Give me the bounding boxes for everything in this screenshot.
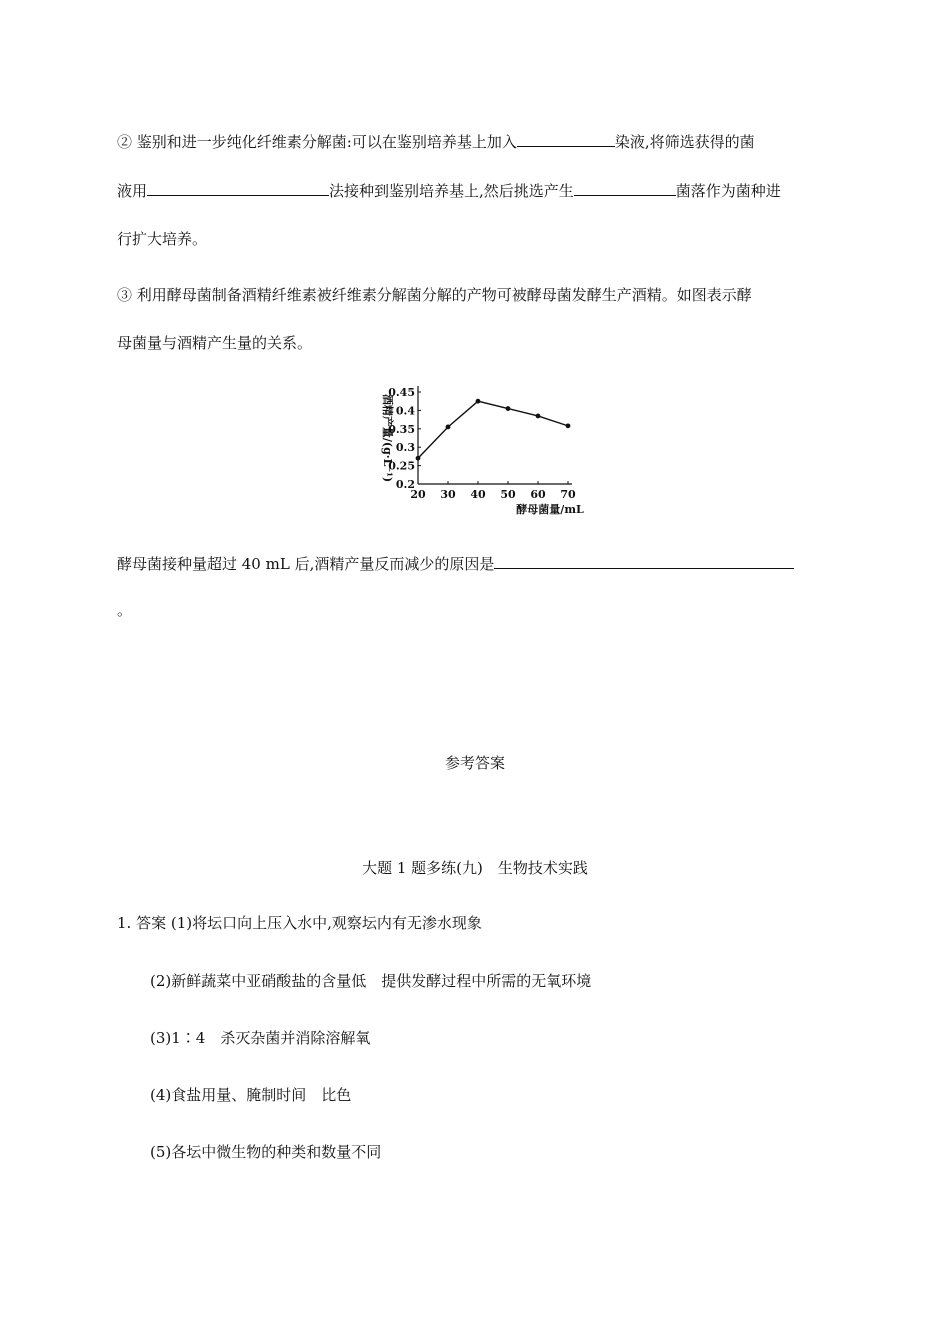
question-line-4 <box>117 285 752 305</box>
data-point <box>536 414 541 419</box>
question-line-2 <box>117 181 781 201</box>
section-title: 参考答案 <box>444 754 505 772</box>
answer-blank <box>517 132 615 147</box>
y-tick-label: 0.3 <box>395 441 415 455</box>
x-tick-label: 60 <box>530 488 546 501</box>
x-tick-label: 50 <box>500 488 516 501</box>
data-point <box>506 406 511 411</box>
question-text: 行扩大培养。 <box>117 230 208 248</box>
question-text: 母菌量与酒精产生量的关系。 <box>117 334 313 352</box>
question-line-5 <box>117 333 312 353</box>
y-tick-label: 0.45 <box>388 386 415 399</box>
answer-blank <box>147 181 329 196</box>
answer-blank <box>574 181 676 196</box>
answer-line-1: 1. 答案 (1)将坛口向上压入水中,观察坛内有无渗水现象 <box>117 914 482 932</box>
data-point <box>446 425 451 430</box>
series-line <box>418 401 568 458</box>
question-text: 菌落作为菌种进 <box>675 182 781 200</box>
question-line-1 <box>117 132 755 152</box>
data-point <box>566 423 571 428</box>
y-tick-label: 0.2 <box>395 478 415 491</box>
x-tick-label: 20 <box>410 488 426 501</box>
y-tick-label: 0.25 <box>388 459 415 473</box>
data-point <box>416 456 421 461</box>
question-text: ② 鉴别和进一步纯化纤维素分解菌:可以在鉴别培养基上加入 <box>117 133 517 151</box>
x-axis-label: 酵母菌量/mL <box>516 503 584 516</box>
y-tick-label: 0.4 <box>395 404 415 418</box>
x-tick-label: 70 <box>560 488 576 501</box>
answer-line-5: (5)各坛中微生物的种类和数量不同 <box>150 1143 382 1161</box>
yeast-alcohol-chart <box>360 378 590 520</box>
x-tick-label: 40 <box>470 488 486 501</box>
question-line-6 <box>117 554 794 574</box>
answer-line-2: (2)新鲜蔬菜中亚硝酸盐的含量低 提供发酵过程中所需的无氧环境 <box>150 972 592 990</box>
question-text: 法接种到鉴别培养基上,然后挑选产生 <box>329 182 574 200</box>
y-tick-label: 0.35 <box>388 422 415 436</box>
data-point <box>476 399 481 404</box>
y-axis-label: 酒精产量/(g·L⁻¹) <box>381 393 394 483</box>
question-text: 液用 <box>117 182 148 200</box>
question-text: 酵母菌接种量超过 40 mL 后,酒精产量反而减少的原因是 <box>117 555 495 573</box>
question-line-3 <box>117 229 207 249</box>
answer-line-3: (3)1∶4 杀灭杂菌并消除溶解氧 <box>150 1029 371 1047</box>
question-text: 。 <box>117 601 133 619</box>
x-tick-label: 30 <box>440 488 456 501</box>
answer-subtitle: 大题 1 题多练(九) 生物技术实践 <box>362 859 588 877</box>
question-line-7 <box>117 600 132 620</box>
question-text: 染液,将筛选获得的菌 <box>614 133 755 151</box>
answer-line-4: (4)食盐用量、腌制时间 比色 <box>150 1086 352 1104</box>
question-text: ③ 利用酵母菌制备酒精纤维素被纤维素分解菌分解的产物可被酵母菌发酵生产酒精。如图表示酵 <box>117 286 752 304</box>
answer-blank <box>494 554 794 569</box>
